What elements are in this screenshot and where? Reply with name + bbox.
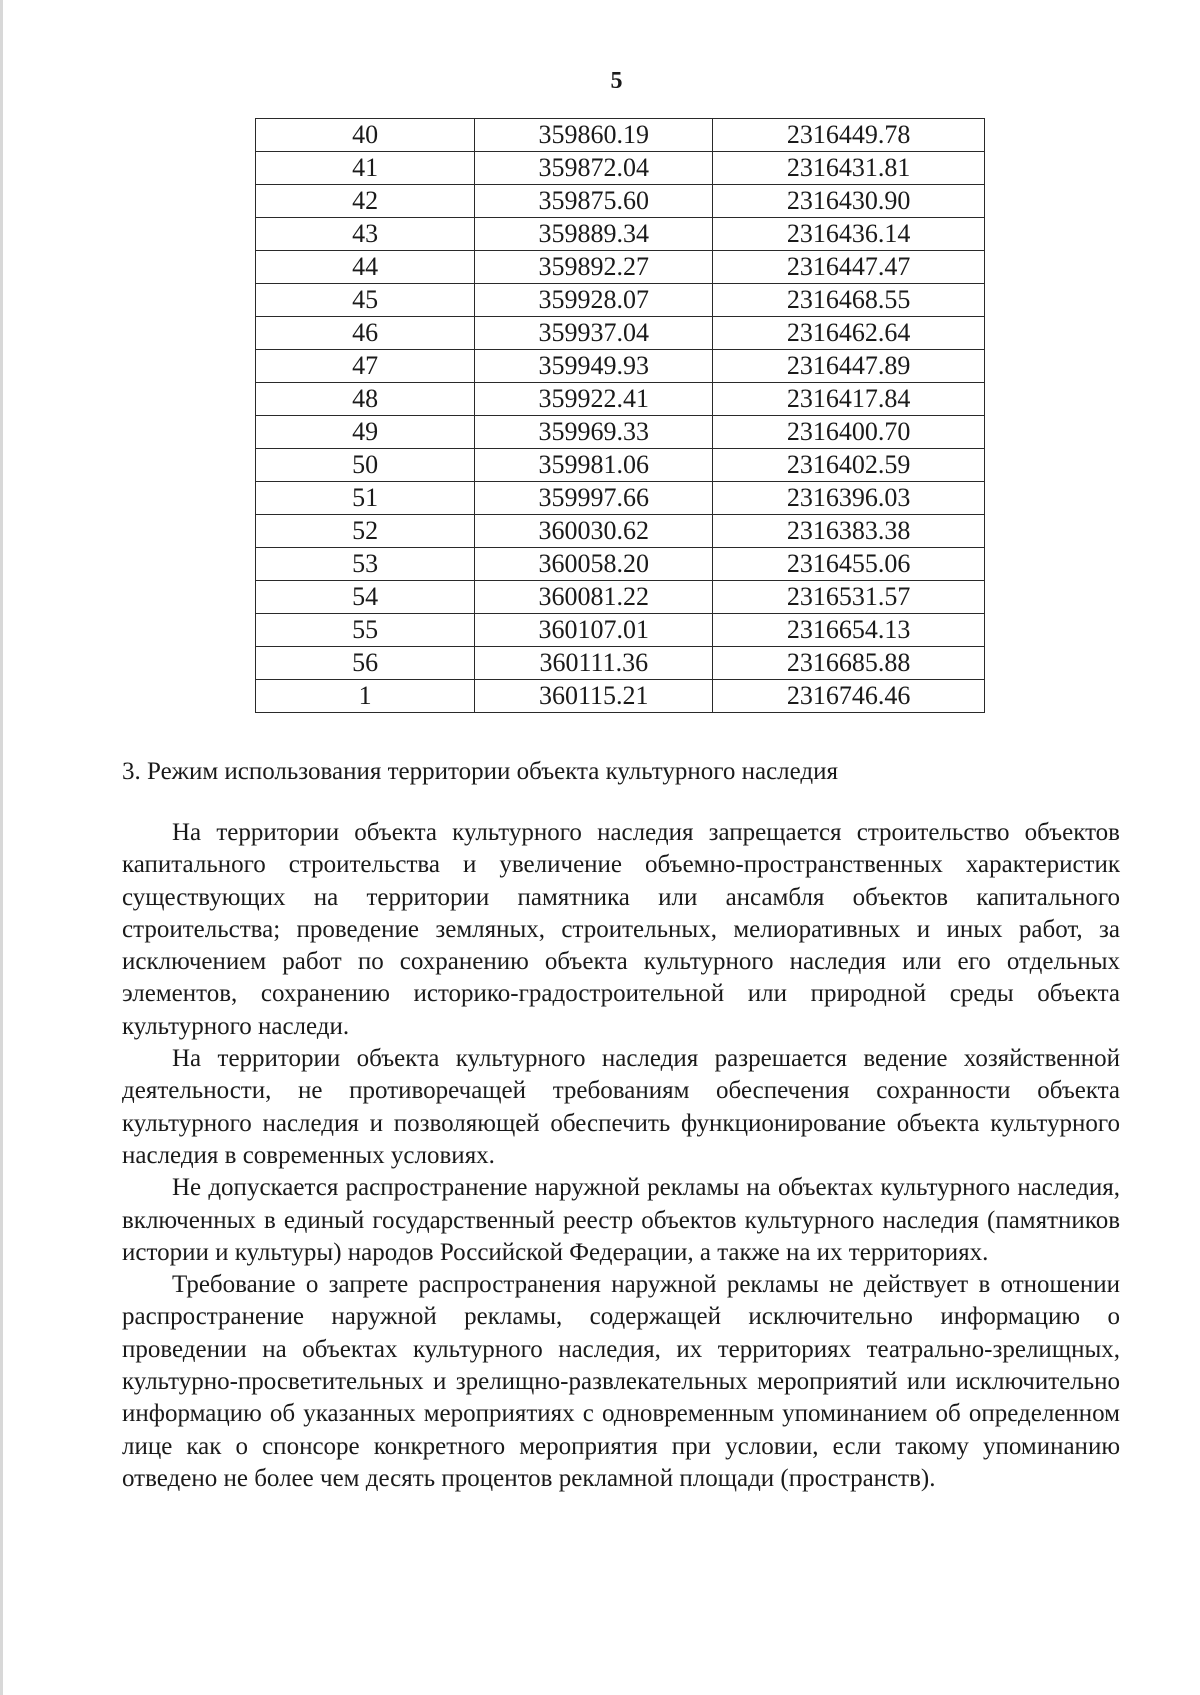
scan-edge bbox=[0, 0, 3, 1695]
table-row bbox=[256, 218, 985, 251]
x-coordinate-cell: 359928.07 bbox=[475, 284, 713, 317]
section-body bbox=[122, 817, 1120, 1495]
x-coordinate-cell: 360111.36 bbox=[475, 647, 713, 680]
page-number: 5 bbox=[610, 68, 623, 94]
x-coordinate-cell: 360058.20 bbox=[475, 548, 713, 581]
table-row bbox=[256, 482, 985, 515]
paragraph-economic-activity: На территории объекта культурного наследия разрешается ведение хозяйственной деятельности, не противоречащей требованиям обеспечения сохранности объекта культурного наследия и позволяющей обеспечить функционирование объекта культурного наследия в современных условиях. bbox=[122, 1045, 1120, 1169]
table-row bbox=[256, 680, 985, 713]
y-coordinate-cell: 2316436.14 bbox=[713, 218, 985, 251]
table-row bbox=[256, 185, 985, 218]
table-row bbox=[256, 581, 985, 614]
table-row bbox=[256, 614, 985, 647]
table-row bbox=[256, 350, 985, 383]
x-coordinate-cell: 359892.27 bbox=[475, 251, 713, 284]
point-number-cell: 55 bbox=[256, 614, 475, 647]
x-coordinate-cell: 359889.34 bbox=[475, 218, 713, 251]
x-coordinate-cell: 359981.06 bbox=[475, 449, 713, 482]
x-coordinate-cell: 360030.62 bbox=[475, 515, 713, 548]
table-row bbox=[256, 317, 985, 350]
table-row bbox=[256, 515, 985, 548]
x-coordinate-cell: 359969.33 bbox=[475, 416, 713, 449]
x-coordinate-cell: 359937.04 bbox=[475, 317, 713, 350]
y-coordinate-cell: 2316396.03 bbox=[713, 482, 985, 515]
y-coordinate-cell: 2316400.70 bbox=[713, 416, 985, 449]
y-coordinate-cell: 2316746.46 bbox=[713, 680, 985, 713]
y-coordinate-cell: 2316531.57 bbox=[713, 581, 985, 614]
x-coordinate-cell: 359949.93 bbox=[475, 350, 713, 383]
y-coordinate-cell: 2316447.89 bbox=[713, 350, 985, 383]
y-coordinate-cell: 2316654.13 bbox=[713, 614, 985, 647]
y-coordinate-cell: 2316431.81 bbox=[713, 152, 985, 185]
point-number-cell: 52 bbox=[256, 515, 475, 548]
table-row bbox=[256, 119, 985, 152]
y-coordinate-cell: 2316430.90 bbox=[713, 185, 985, 218]
y-coordinate-cell: 2316449.78 bbox=[713, 119, 985, 152]
point-number-cell: 48 bbox=[256, 383, 475, 416]
paragraph-construction-prohibition: На территории объекта культурного наследия запрещается строительство объектов капитального строительства и увеличение объемно-пространственных характеристик существующих на территории памятника или ансамбля объектов капитального строительства; проведение земляных, строительных, мелиоративных и иных работ, за исключением работ по сохранению объекта культурного наследия или его отдельных элементов, сохранению историко-градостроительной или природной среды объекта культурного наследи. bbox=[122, 819, 1120, 1040]
y-coordinate-cell: 2316402.59 bbox=[713, 449, 985, 482]
point-number-cell: 49 bbox=[256, 416, 475, 449]
paragraph-advertising-ban: Не допускается распространение наружной рекламы на объектах культурного наследия, включенных в единый государственный реестр объектов культурного наследия (памятников истории и культуры) народов Российской Федерации, а также на их территориях. bbox=[122, 1174, 1120, 1266]
table-row bbox=[256, 284, 985, 317]
y-coordinate-cell: 2316447.47 bbox=[713, 251, 985, 284]
point-number-cell: 43 bbox=[256, 218, 475, 251]
coordinates-table bbox=[255, 118, 985, 713]
table-row bbox=[256, 251, 985, 284]
point-number-cell: 47 bbox=[256, 350, 475, 383]
point-number-cell: 50 bbox=[256, 449, 475, 482]
table-row bbox=[256, 647, 985, 680]
y-coordinate-cell: 2316455.06 bbox=[713, 548, 985, 581]
x-coordinate-cell: 359997.66 bbox=[475, 482, 713, 515]
point-number-cell: 1 bbox=[256, 680, 475, 713]
paragraph-advertising-exception: Требование о запрете распространения наружной рекламы не действует в отношении распространение наружной рекламы, содержащей исключительно информацию о проведении на объектах культурного наследия, их территориях театрально-зрелищных, культурно-просветительных и зрелищно-развлекательных мероприятий или исключительно информацию об указанных мероприятиях с одновременным упоминанием об определенном лице как о спонсоре конкретного мероприятия при условии, если такому упоминанию отведено не более чем десять процентов рекламной площади (пространств). bbox=[122, 1271, 1120, 1492]
point-number-cell: 41 bbox=[256, 152, 475, 185]
point-number-cell: 53 bbox=[256, 548, 475, 581]
point-number-cell: 45 bbox=[256, 284, 475, 317]
x-coordinate-cell: 360115.21 bbox=[475, 680, 713, 713]
table-row bbox=[256, 416, 985, 449]
x-coordinate-cell: 360107.01 bbox=[475, 614, 713, 647]
x-coordinate-cell: 359875.60 bbox=[475, 185, 713, 218]
x-coordinate-cell: 359922.41 bbox=[475, 383, 713, 416]
table-row bbox=[256, 152, 985, 185]
point-number-cell: 44 bbox=[256, 251, 475, 284]
y-coordinate-cell: 2316383.38 bbox=[713, 515, 985, 548]
x-coordinate-cell: 359872.04 bbox=[475, 152, 713, 185]
x-coordinate-cell: 360081.22 bbox=[475, 581, 713, 614]
y-coordinate-cell: 2316462.64 bbox=[713, 317, 985, 350]
x-coordinate-cell: 359860.19 bbox=[475, 119, 713, 152]
section-heading: 3. Режим использования территории объекта культурного наследия bbox=[122, 758, 839, 785]
point-number-cell: 40 bbox=[256, 119, 475, 152]
point-number-cell: 54 bbox=[256, 581, 475, 614]
table-row bbox=[256, 449, 985, 482]
y-coordinate-cell: 2316417.84 bbox=[713, 383, 985, 416]
point-number-cell: 46 bbox=[256, 317, 475, 350]
point-number-cell: 56 bbox=[256, 647, 475, 680]
y-coordinate-cell: 2316468.55 bbox=[713, 284, 985, 317]
table-row bbox=[256, 383, 985, 416]
point-number-cell: 51 bbox=[256, 482, 475, 515]
point-number-cell: 42 bbox=[256, 185, 475, 218]
y-coordinate-cell: 2316685.88 bbox=[713, 647, 985, 680]
table-row bbox=[256, 548, 985, 581]
